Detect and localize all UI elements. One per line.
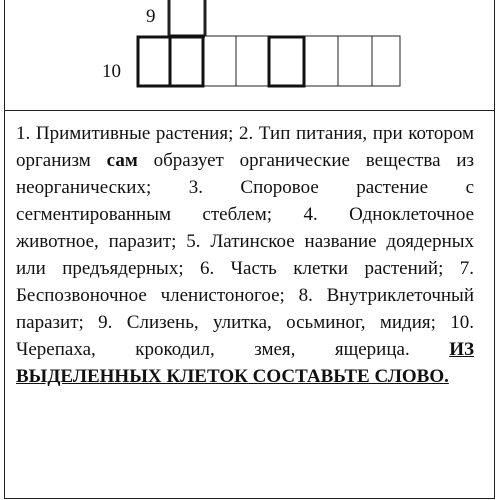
highlighted-cell-10-2 bbox=[170, 37, 203, 86]
clue-4: 4. Одноклеточное животное, паразит; bbox=[16, 204, 474, 252]
cell bbox=[202, 36, 236, 86]
highlighted-cell-10-1 bbox=[138, 37, 170, 86]
cell bbox=[304, 36, 338, 86]
clue-2-emphasis: сам bbox=[106, 150, 138, 171]
crossword-row-9 bbox=[169, 0, 205, 36]
clue-5: 5. Латинское название доядерных или предъядерных; bbox=[16, 231, 475, 279]
cell bbox=[236, 36, 270, 86]
clue-6: 6. Часть клетки растений; bbox=[200, 258, 444, 279]
crossword-grid-lines bbox=[0, 0, 500, 112]
row-label-9: 9 bbox=[146, 6, 156, 27]
clue-2-end: образует органические вещества из неорганических; bbox=[16, 150, 475, 198]
instruction: ИЗ ВЫДЕЛЕННЫХ КЛЕТОК СОСТАВЬТЕ СЛОВО. bbox=[16, 339, 474, 387]
section-divider bbox=[4, 110, 495, 111]
clue-1: 1. Примитивные растения; bbox=[16, 123, 234, 144]
row-label-10: 10 bbox=[102, 61, 121, 82]
cell bbox=[338, 36, 372, 86]
clue-9: 9. Слизень, улитка, осьминог, мидия; bbox=[98, 312, 436, 333]
clue-7: 7. Беспозвоночное членистоногое; bbox=[16, 258, 475, 306]
clues-text bbox=[16, 120, 474, 390]
clue-2-start: 2. Тип питания, при котором организм bbox=[16, 123, 474, 171]
clue-8: 8. Внутриклеточный паразит; bbox=[16, 285, 474, 333]
clue-10: 10. Черепаха, крокодил, змея, ящерица. bbox=[16, 312, 474, 360]
highlighted-cell-10-5 bbox=[269, 37, 304, 86]
cell bbox=[270, 36, 304, 86]
highlighted-cells bbox=[138, 36, 304, 86]
cell bbox=[372, 36, 400, 86]
clue-3: 3. Споровое растение с сегментированным стеблем; bbox=[16, 177, 475, 225]
crossword-row-10 bbox=[202, 36, 400, 86]
